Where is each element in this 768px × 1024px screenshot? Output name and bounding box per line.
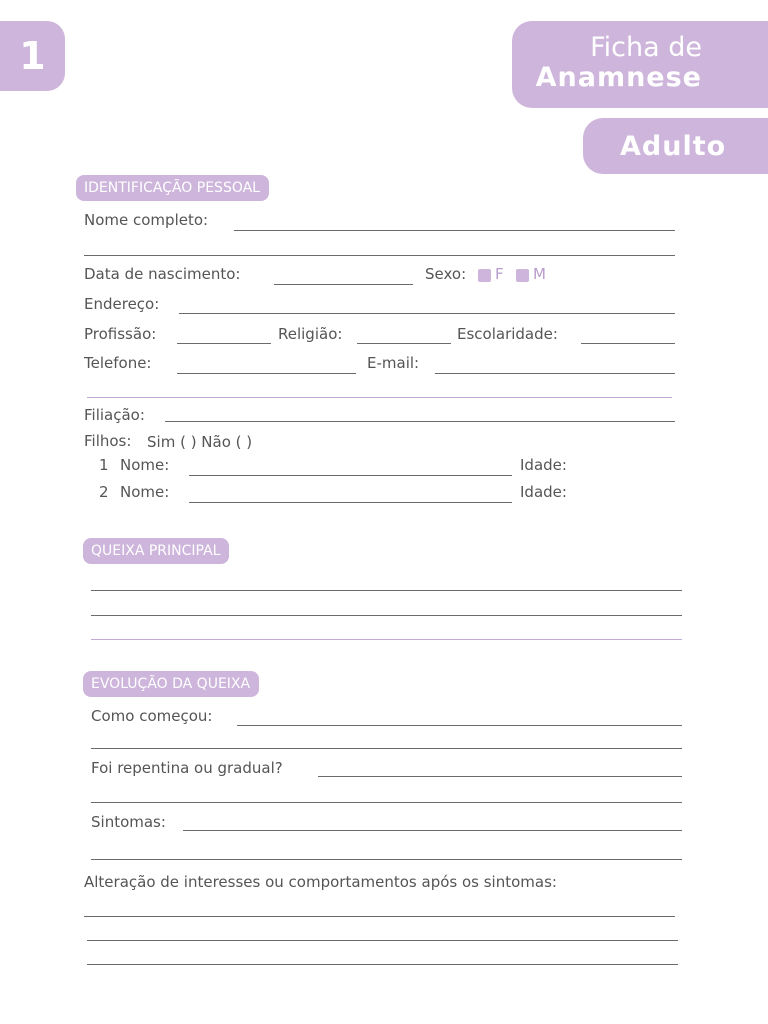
filiacao-label: Filiação: [84, 406, 145, 424]
email-field-line[interactable] [435, 373, 675, 374]
child-1-nome-line[interactable] [189, 475, 512, 476]
alteracao-line-3[interactable] [87, 964, 678, 965]
queixa-line-1[interactable] [91, 590, 682, 591]
sexo-f-label: F [495, 265, 504, 283]
nascimento-field-line[interactable] [274, 284, 413, 285]
child-2-nome-label: Nome: [120, 483, 170, 501]
child-1-idade-label: Idade: [520, 456, 567, 474]
comecou-field-line[interactable] [237, 725, 682, 726]
nascimento-label: Data de nascimento: [84, 265, 241, 283]
profissao-label: Profissão: [84, 325, 157, 343]
sintomas-label: Sintomas: [91, 813, 166, 831]
divider-line [87, 397, 672, 398]
escolaridade-label: Escolaridade: [457, 325, 558, 343]
religiao-label: Religião: [278, 325, 343, 343]
section-title-identificacao: IDENTIFICAÇÃO PESSOAL [76, 175, 269, 201]
sintomas-field-line-2[interactable] [91, 859, 682, 860]
title-banner [512, 21, 768, 108]
repentina-label: Foi repentina ou gradual? [91, 759, 283, 777]
telefone-field-line[interactable] [177, 373, 356, 374]
sexo-label: Sexo: [425, 265, 467, 283]
section-title-queixa: QUEIXA PRINCIPAL [83, 538, 229, 564]
sintomas-field-line[interactable] [183, 830, 682, 831]
filhos-label: Filhos: [84, 432, 132, 450]
sexo-m-checkbox[interactable] [516, 269, 529, 282]
profissao-field-line[interactable] [177, 343, 271, 344]
child-1-nome-label: Nome: [120, 456, 170, 474]
religiao-field-line[interactable] [357, 343, 451, 344]
subtitle-badge: Adulto [583, 118, 768, 174]
comecou-label: Como começou: [91, 707, 213, 725]
title-line-2: Anamnese [535, 62, 702, 93]
alteracao-line-1[interactable] [84, 916, 675, 917]
page-number-tab: 1 [0, 21, 65, 91]
child-2-idade-label: Idade: [520, 483, 567, 501]
child-2-number: 2 [99, 483, 109, 501]
child-1-number: 1 [99, 456, 109, 474]
repentina-field-line-2[interactable] [91, 802, 682, 803]
repentina-field-line[interactable] [318, 776, 682, 777]
escolaridade-field-line[interactable] [581, 343, 675, 344]
endereco-field-line[interactable] [179, 313, 675, 314]
title-line-1: Ficha de [590, 32, 702, 63]
telefone-label: Telefone: [84, 354, 152, 372]
comecou-field-line-2[interactable] [91, 748, 682, 749]
section-title-evolucao: EVOLUÇÃO DA QUEIXA [83, 671, 259, 697]
queixa-line-3[interactable] [91, 639, 682, 640]
sexo-f-checkbox[interactable] [478, 269, 491, 282]
endereco-label: Endereço: [84, 295, 160, 313]
filhos-options[interactable]: Sim ( ) Não ( ) [147, 433, 253, 451]
alteracao-line-2[interactable] [87, 940, 678, 941]
sexo-m-label: M [533, 265, 546, 283]
nome-field-line-2[interactable] [84, 255, 675, 256]
email-label: E-mail: [367, 354, 420, 372]
nome-label: Nome completo: [84, 211, 209, 229]
alteracao-label: Alteração de interesses ou comportamentos após os sintomas: [84, 873, 557, 891]
child-2-nome-line[interactable] [189, 502, 512, 503]
nome-field-line[interactable] [234, 230, 675, 231]
queixa-line-2[interactable] [91, 615, 682, 616]
filiacao-field-line[interactable] [165, 421, 675, 422]
